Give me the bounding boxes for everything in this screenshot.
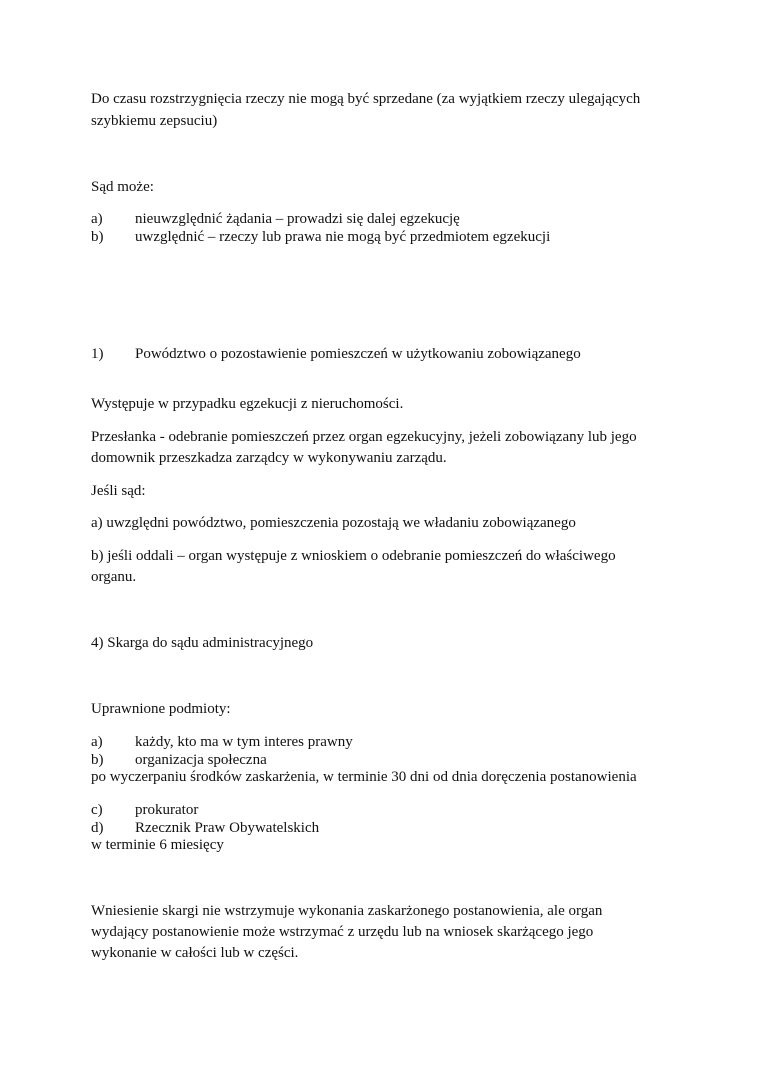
list-item: Rzecznik Praw Obywatelskich: [135, 820, 320, 836]
paragraph-line: szybkiemu zepsuciu): [91, 113, 218, 129]
paragraph-line: Do czasu rozstrzygnięcia rzeczy nie mogą być sprzedane (za wyjątkiem rzeczy ulegających: [91, 91, 641, 107]
paragraph-line: organu.: [91, 569, 137, 585]
paragraph-line: w terminie 6 miesięcy: [91, 837, 224, 853]
list-label: a): [91, 734, 103, 750]
paragraph-line: b) jeśli oddali – organ występuje z wnioskiem o odebranie pomieszczeń do właściwego: [91, 548, 616, 564]
paragraph-line: po wyczerpaniu środków zaskarżenia, w terminie 30 dni od dnia doręczenia postanowienia: [91, 769, 637, 785]
paragraph-line: Jeśli sąd:: [91, 483, 146, 499]
section-number: 1): [91, 346, 104, 362]
paragraph-line: Wniesienie skargi nie wstrzymuje wykonania zaskarżonego postanowienia, ale organ: [91, 903, 603, 919]
list-label: d): [91, 820, 104, 836]
paragraph-line: a) uwzględni powództwo, pomieszczenia pozostają we władaniu zobowiązanego: [91, 515, 576, 531]
paragraph-line: Przesłanka - odebranie pomieszczeń przez organ egzekucyjny, jeżeli zobowiązany lub jego: [91, 429, 637, 445]
section-heading: Powództwo o pozostawienie pomieszczeń w użytkowaniu zobowiązanego: [135, 346, 581, 362]
paragraph-line: wydający postanowienie może wstrzymać z urzędu lub na wniosek skarżącego jego: [91, 924, 594, 940]
list-label: c): [91, 802, 103, 818]
paragraph-line: wykonanie w całości lub w części.: [91, 945, 299, 961]
list-label: a): [91, 211, 103, 227]
list-item: każdy, kto ma w tym interes prawny: [135, 734, 353, 750]
list-item: uwzględnić – rzeczy lub prawa nie mogą być przedmiotem egzekucji: [135, 229, 551, 245]
paragraph-line: domownik przeszkadza zarządcy w wykonywaniu zarządu.: [91, 450, 447, 466]
list-item: nieuwzględnić żądania – prowadzi się dalej egzekucję: [135, 211, 460, 227]
list-label: b): [91, 229, 104, 245]
list-item: organizacja społeczna: [135, 752, 267, 768]
list-label: b): [91, 752, 104, 768]
court-heading: Sąd może:: [91, 179, 154, 195]
section-heading: 4) Skarga do sądu administracyjnego: [91, 635, 314, 651]
paragraph-line: Występuje w przypadku egzekucji z nieruchomości.: [91, 396, 404, 412]
list-item: prokurator: [135, 802, 199, 818]
entitled-heading: Uprawnione podmioty:: [91, 701, 231, 717]
